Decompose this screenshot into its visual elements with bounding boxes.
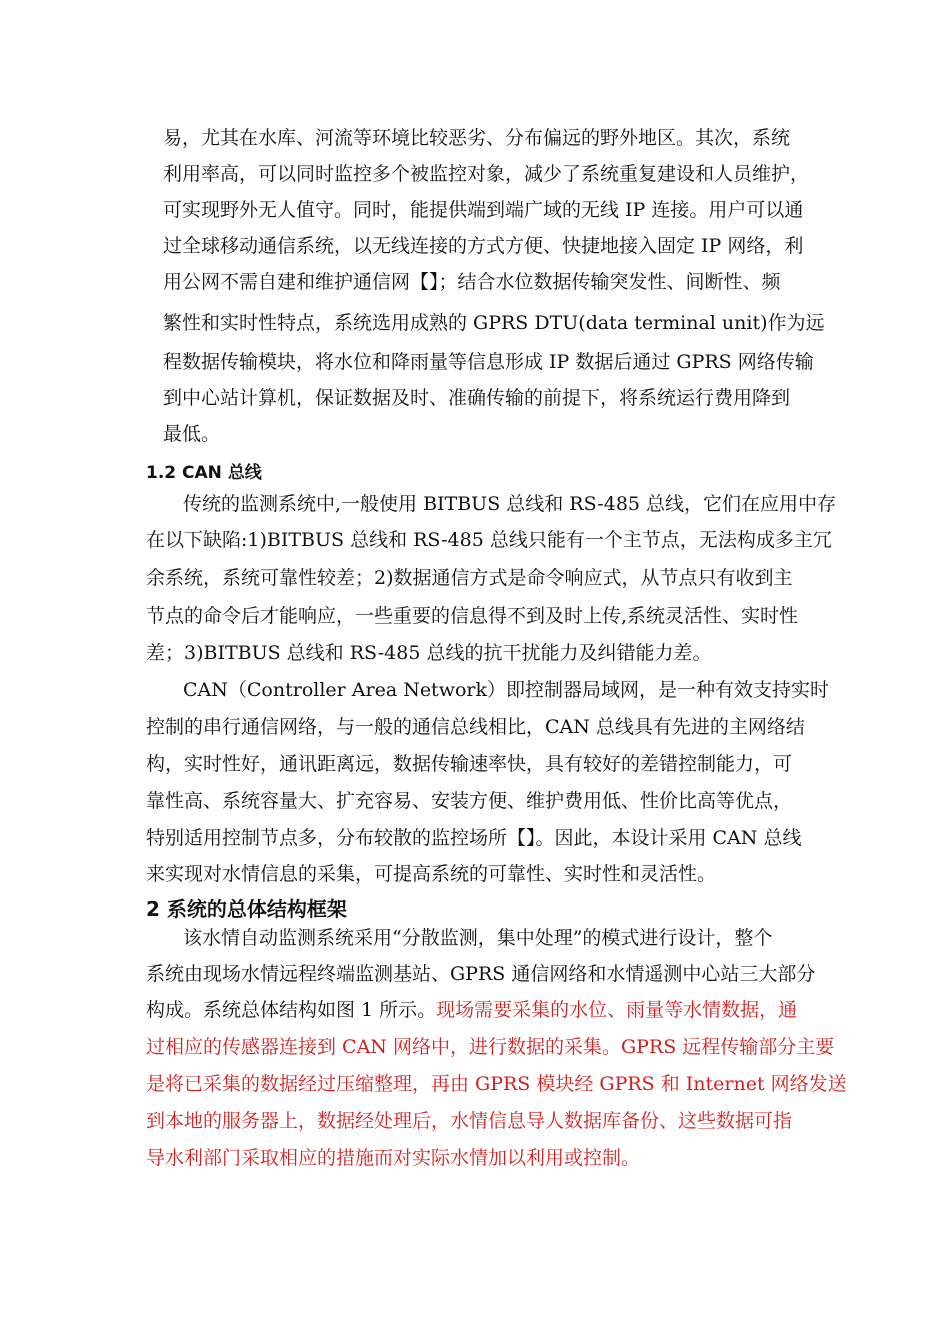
highlighted-text-line: 导水利部门采取相应的措施而对实际水情加以利用或控制。	[146, 1147, 641, 1169]
highlighted-text-line: 到本地的服务器上，数据经处理后，水情信息导人数据库备份、这些数据可指	[146, 1110, 793, 1132]
highlighted-text: 现场需要采集的水位、雨量等水情数据，通	[436, 999, 798, 1021]
text-line: 在以下缺陷:1)BITBUS 总线和 RS-485 总线只能有一个主节点，无法构成多主冗	[146, 529, 832, 551]
text-line: 系统由现场水情远程终端监测基站、GPRS 通信网络和水情遥测中心站三大部分	[146, 963, 816, 985]
text-line: 来实现对水情信息的采集，可提高系统的可靠性、实时性和灵活性。	[146, 863, 717, 885]
text-line: 节点的命令后才能响应，一些重要的信息得不到及时上传,系统灵活性、实时性	[146, 605, 799, 627]
text-line: 该水情自动监测系统采用“分散监测，集中处理”的模式进行设计，整个	[183, 927, 773, 949]
text-line: 差；3)BITBUS 总线和 RS-485 总线的抗干扰能力及纠错能力差。	[146, 642, 712, 664]
text-line: 特别适用控制节点多，分布较散的监控场所【】。因此，本设计采用 CAN 总线	[146, 827, 802, 849]
section-heading-2: 2 系统的总体结构框架	[146, 897, 347, 921]
text-line: 可实现野外无人值守。同时，能提供端到端广域的无线 IP 连接。用户可以通	[163, 199, 804, 221]
text-line: 靠性高、系统容量大、扩充容易、安装方便、维护费用低、性价比高等优点，	[146, 790, 793, 812]
text-line: 最低。	[163, 423, 221, 445]
text-line: 控制的串行通信网络，与一般的通信总线相比，CAN 总线具有先进的主网络结	[146, 716, 805, 738]
highlighted-text-line: 过相应的传感器连接到 CAN 网络中，进行数据的采集。GPRS 远程传输部分主要	[146, 1036, 835, 1058]
text-line: CAN（Controller Area Network）即控制器局域网，是一种有效支持实时	[183, 679, 829, 701]
text-line	[146, 998, 797, 1022]
text-line: 到中心站计算机，保证数据及时、准确传输的前提下，将系统运行费用降到	[163, 387, 791, 409]
text-line: 程数据传输模块，将水位和降雨量等信息形成 IP 数据后通过 GPRS 网络传输	[163, 351, 814, 373]
text-line: 余系统，系统可靠性较差；2)数据通信方式是命令响应式，从节点只有收到主	[146, 567, 793, 589]
text-line: 构，实时性好，通讯距离远，数据传输速率快，具有较好的差错控制能力，可	[146, 753, 793, 775]
text-line: 繁性和实时性特点，系统选用成熟的 GPRS DTU(data terminal unit)作为远	[163, 312, 825, 334]
highlighted-text-line: 是将已采集的数据经过压缩整理，再由 GPRS 模块经 GPRS 和 Internet 网络发送	[146, 1073, 847, 1095]
text-line: 传统的监测系统中,一般使用 BITBUS 总线和 RS-485 总线，它们在应用中存	[183, 493, 837, 515]
text-line: 易，尤其在水库、河流等环境比较恶劣、分布偏远的野外地区。其次，系统	[163, 127, 791, 149]
text-span: 构成。系统总体结构如图 1 所示。	[146, 999, 437, 1021]
text-line: 过全球移动通信系统，以无线连接的方式方便、快捷地接入固定 IP 网络，利	[163, 235, 804, 257]
section-heading-1-2: 1.2 CAN 总线	[146, 463, 262, 483]
text-line: 用公网不需自建和维护通信网【】；结合水位数据传输突发性、间断性、频	[163, 271, 781, 293]
text-line: 利用率高，可以同时监控多个被监控对象，减少了系统重复建设和人员维护，	[163, 163, 810, 185]
